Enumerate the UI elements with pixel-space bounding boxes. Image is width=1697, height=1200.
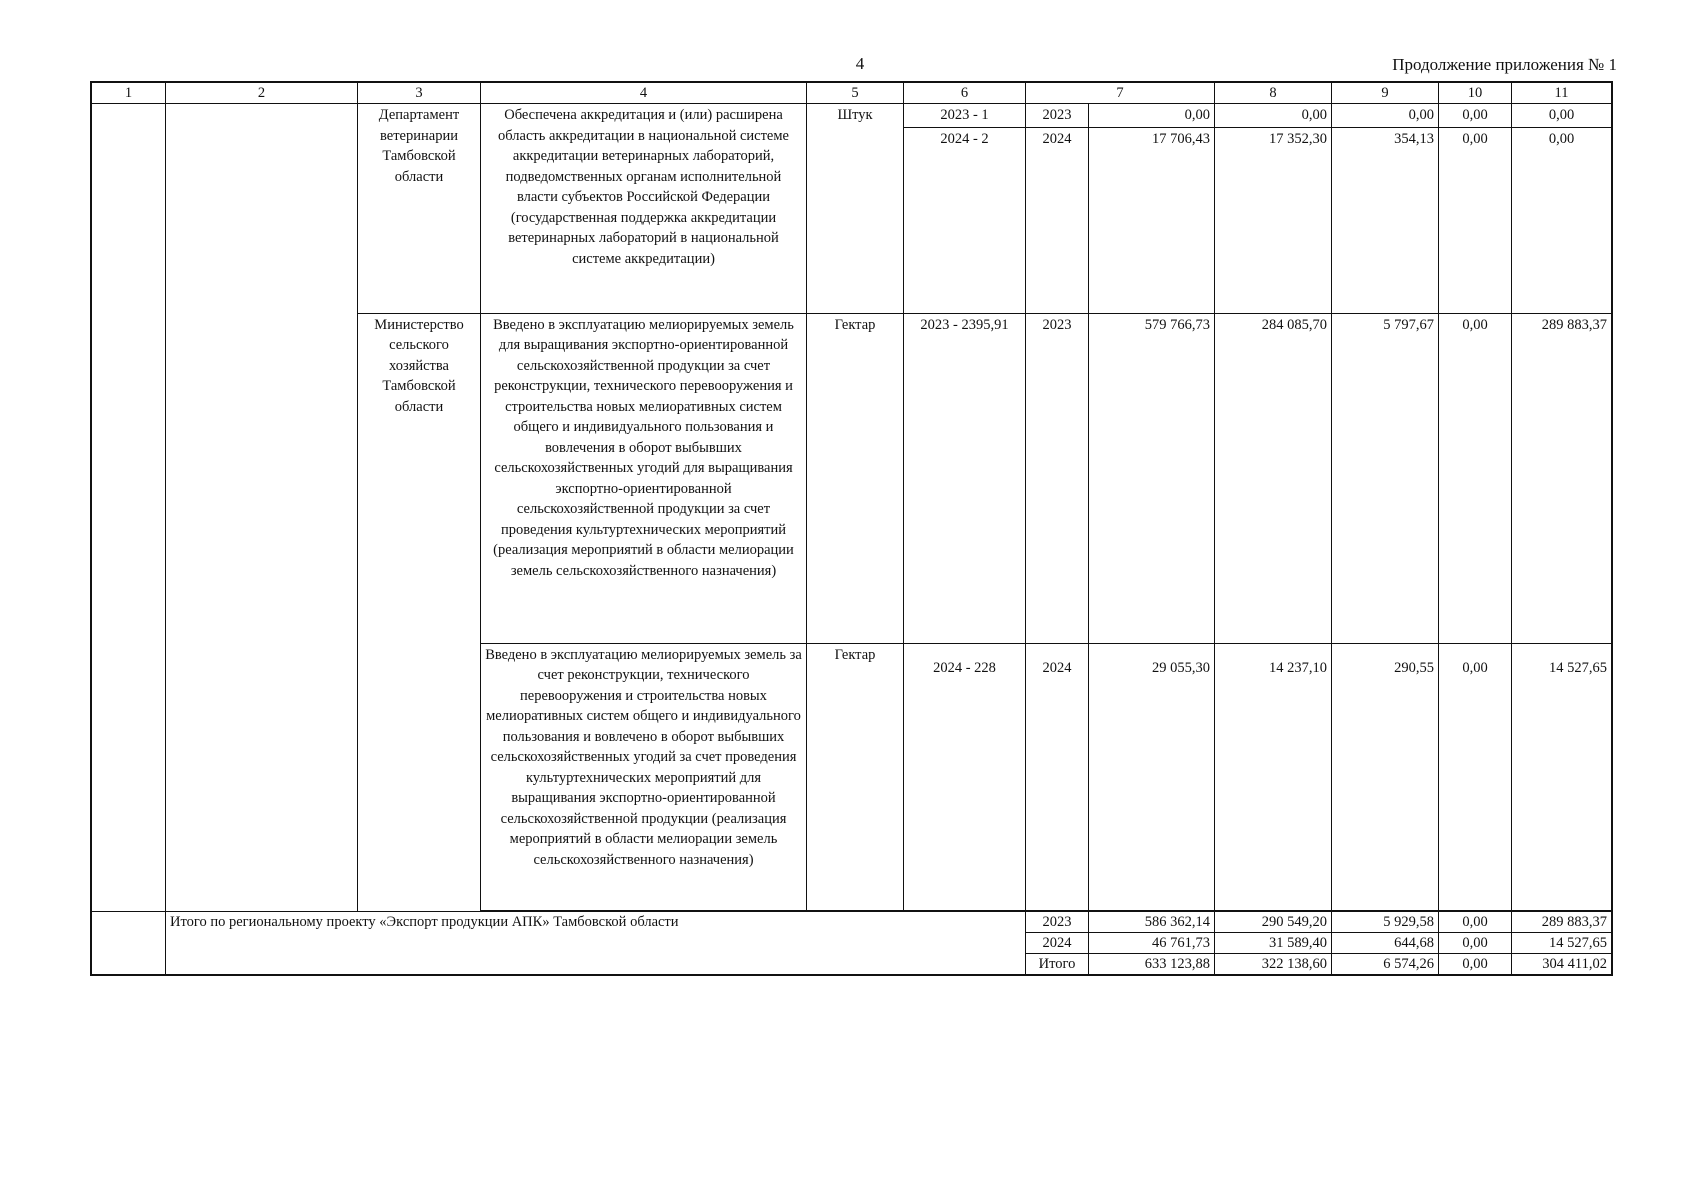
value-cell: 31 589,40 [1215, 932, 1332, 953]
header-cell: 2 [166, 83, 358, 104]
cell-col1 [92, 104, 166, 912]
value-cell: 284 085,70 [1215, 313, 1332, 643]
value-cell: 304 411,02 [1512, 953, 1612, 974]
header-cell: 8 [1215, 83, 1332, 104]
table-row [92, 104, 1612, 128]
value-cell: 6 574,26 [1332, 953, 1439, 974]
value-cell: 5 797,67 [1332, 313, 1439, 643]
header-cell: 11 [1512, 83, 1612, 104]
value-cell: 0,00 [1512, 127, 1612, 313]
target-cell: 2024 - 228 [904, 643, 1026, 910]
value-cell: 29 055,30 [1089, 643, 1215, 910]
year-cell: 2023 [1026, 313, 1089, 643]
target-cell: 2024 - 2 [904, 127, 1026, 313]
result-cell: Введено в эксплуатацию мелиорируемых земель для выращивания экспортно-ориентированной сельскохозяйственной продукции за счет реконструкции, технического перевооружения и строительства новых мелиоративных систем общего и индивидуального пользования и вовлечения в оборот выбывших сельскохозяйственных угодий для выращивания экспортно-ориентированной сельскохозяйственной продукции за счет проведения культуртехнических мероприятий (реализация мероприятий в области мелиорации земель сельскохозяйственного назначения) [481, 313, 807, 643]
budget-table [91, 82, 1612, 975]
year-cell: 2023 [1026, 104, 1089, 128]
header-cell: 9 [1332, 83, 1439, 104]
value-cell: 0,00 [1089, 104, 1215, 128]
page-number: 4 [855, 54, 865, 73]
header-cell: 4 [481, 83, 807, 104]
department-cell: Министерство сельского хозяйства Тамбовской области [358, 313, 481, 911]
header-cell: 10 [1439, 83, 1512, 104]
continuation-caption: Продолжение приложения № 1 [1392, 55, 1617, 74]
value-cell: 0,00 [1439, 127, 1512, 313]
year-cell: 2024 [1026, 643, 1089, 910]
header-cell: 6 [904, 83, 1026, 104]
value-cell: 354,13 [1332, 127, 1439, 313]
cell-col1 [92, 911, 166, 974]
year-cell: 2024 [1026, 932, 1089, 953]
value-cell: 290,55 [1332, 643, 1439, 910]
header-cell: 5 [807, 83, 904, 104]
value-cell: 46 761,73 [1089, 932, 1215, 953]
value-cell: 14 527,65 [1512, 932, 1612, 953]
unit-cell: Гектар [807, 643, 904, 910]
value-cell: 290 549,20 [1215, 911, 1332, 932]
cell-col2 [166, 104, 358, 912]
totals-label: Итого по региональному проекту «Экспорт продукции АПК» Тамбовской области [166, 911, 1026, 974]
value-cell: 322 138,60 [1215, 953, 1332, 974]
header-row [92, 83, 1612, 104]
value-cell: 0,00 [1439, 932, 1512, 953]
result-cell: Введено в эксплуатацию мелиорируемых земель за счет реконструкции, технического перевооружения и строительства новых мелиоративных систем общего и индивидуального пользования и вовлечено в оборот выбывших сельскохозяйственных угодий за счет проведения культуртехнических мероприятий для выращивания экспортно-ориентированной сельскохозяйственной продукции (реализация мероприятий в области мелиорации земель сельскохозяйственного назначения) [481, 643, 807, 910]
value-cell: 0,00 [1332, 104, 1439, 128]
value-cell: 14 237,10 [1215, 643, 1332, 910]
year-cell: 2023 [1026, 911, 1089, 932]
value-cell: 5 929,58 [1332, 911, 1439, 932]
value-cell: 0,00 [1439, 953, 1512, 974]
value-cell: 17 352,30 [1215, 127, 1332, 313]
value-cell: 289 883,37 [1512, 911, 1612, 932]
header-cell: 1 [92, 83, 166, 104]
value-cell: 0,00 [1512, 104, 1612, 128]
value-cell: 644,68 [1332, 932, 1439, 953]
department-cell: Департамент ветеринарии Тамбовской области [358, 104, 481, 314]
unit-cell: Штук [807, 104, 904, 314]
year-cell: Итого [1026, 953, 1089, 974]
target-cell: 2023 - 1 [904, 104, 1026, 128]
value-cell: 586 362,14 [1089, 911, 1215, 932]
value-cell: 0,00 [1439, 104, 1512, 128]
unit-cell: Гектар [807, 313, 904, 643]
result-cell: Обеспечена аккредитация и (или) расширена область аккредитации в национальной системе аккредитации ветеринарных лабораторий, подведомственных органам исполнительной власти субъектов Российской Федерации (государственная поддержка аккредитации ветеринарных лабораторий в национальной системе аккредитации) [481, 104, 807, 314]
value-cell: 0,00 [1215, 104, 1332, 128]
value-cell: 579 766,73 [1089, 313, 1215, 643]
totals-row [92, 911, 1612, 932]
header-cell: 3 [358, 83, 481, 104]
header-cell: 7 [1026, 83, 1215, 104]
value-cell: 17 706,43 [1089, 127, 1215, 313]
value-cell: 0,00 [1439, 911, 1512, 932]
value-cell: 0,00 [1439, 313, 1512, 643]
value-cell: 14 527,65 [1512, 643, 1612, 910]
target-cell: 2023 - 2395,91 [904, 313, 1026, 643]
value-cell: 0,00 [1439, 643, 1512, 910]
value-cell: 633 123,88 [1089, 953, 1215, 974]
year-cell: 2024 [1026, 127, 1089, 313]
value-cell: 289 883,37 [1512, 313, 1612, 643]
